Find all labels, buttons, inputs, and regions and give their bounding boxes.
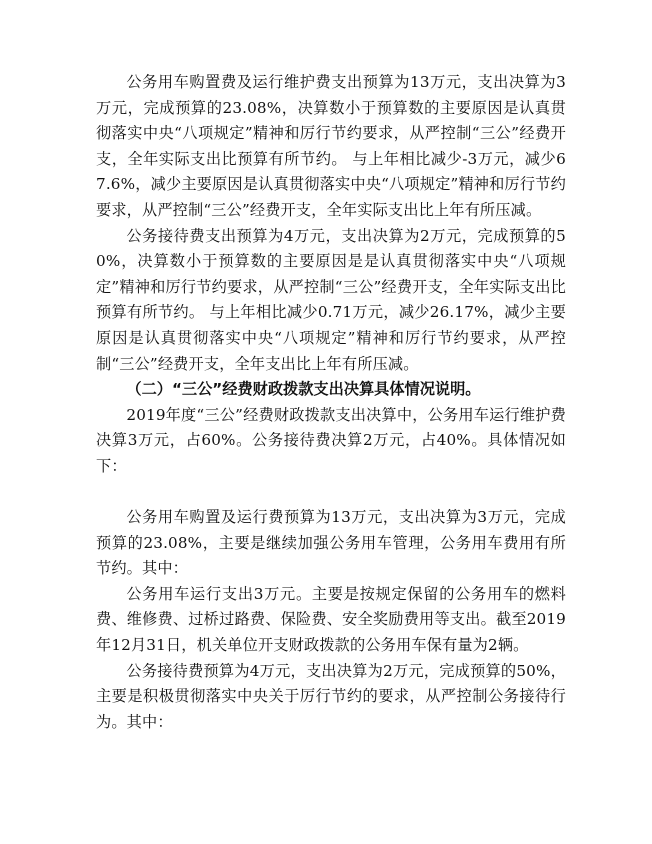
section-heading: （二）“三公”经费财政拨款支出决算具体情况说明。 xyxy=(126,380,481,399)
paragraph-vehicle-operation: 公务用车运行支出3万元。主要是按规定保留的公务用车的燃料费、维修费、过桥过路费、保险费、安全奖励费用等支出。截至2019年12月31日，机关单位开支财政拨款的公务用车保有量为2辆。 xyxy=(96,584,566,655)
paragraph-vehicle-expenses: 公务用车购置费及运行维护费支出预算为13万元，支出决算为3万元，完成预算的23.08%，决算数小于预算数的主要原因是认真贯彻落实中央“八项规定”精神和厉行节约要求，从严控制“三公”经费开支，全年实际支出比预算有所节约。 与上年相比减少-3万元，减少67.6%，减少主要原因是认真贯彻落实中央“八项规定”精神和厉行节约要求，从严控制“三公”经费开支，全年实际支出比上年有所压减。 xyxy=(96,73,566,219)
blank-line xyxy=(96,480,566,506)
document-page xyxy=(96,70,566,735)
paragraph-reception-expenses: 公务接待费支出预算为4万元，支出决算为2万元，完成预算的50%，决算数小于预算数的主要原因是是认真贯彻落实中央“八项规定”精神和厉行节约要求，从严控制“三公”经费开支，全年实际支出比预算有所节约。 与上年相比减少0.71万元，减少26.17%，减少主要原因是认真贯彻落实中央“八项规定”精神和厉行节约要求，从严控制“三公”经费开支，全年支出比上年有所压减。 xyxy=(96,226,566,373)
paragraph-summary: 2019年度“三公”经费财政拨款支出决算中，公务用车运行维护费决算3万元，占60%。公务接待费决算2万元，占40%。具体情况如下： xyxy=(96,405,566,475)
paragraph-reception-budget: 公务接待费预算为4万元，支出决算为2万元，完成预算的50%，主要是积极贯彻落实中央关于厉行节约的要求，从严控制公务接待行为。其中： xyxy=(96,661,566,731)
paragraph-vehicle-budget: 公务用车购置及运行费预算为13万元，支出决算为3万元，完成预算的23.08%，主要是继续加强公务用车管理，公务用车费用有所节约。其中： xyxy=(96,508,566,578)
